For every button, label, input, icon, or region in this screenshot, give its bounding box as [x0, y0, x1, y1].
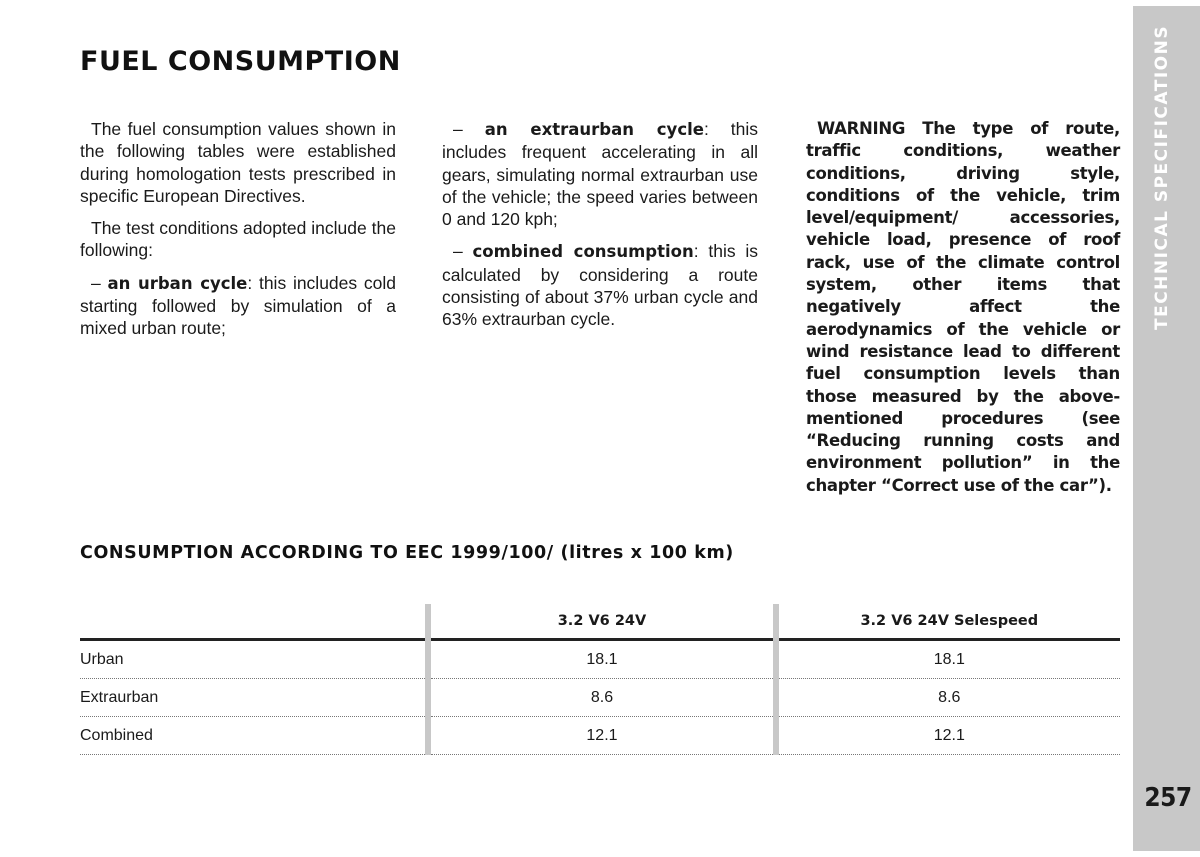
extraurban-cycle-term: an extraurban cycle — [484, 120, 704, 139]
table-cell: 8.6 — [779, 679, 1120, 717]
row-label: Urban — [80, 640, 425, 679]
table-cell: 12.1 — [431, 717, 772, 755]
extraurban-dash: – — [453, 119, 485, 139]
table-header-row — [80, 604, 1120, 640]
extraurban-cycle-text: : this includes frequent accelerating in all gears, simulating normal extraurban use of the vehicle; the speed varies between 0 and 120 kph; — [442, 119, 758, 230]
urban-dash: – — [91, 272, 108, 293]
table-row — [80, 717, 1120, 755]
warning-text: WARNING The type of route, traffic conditions, weather conditions, driving style, conditions of the vehicle, trim level/equipment/ accessories, vehicle load, presence of roof rack, use of the climate control system, other items that negatively affect the aerodynamics of the vehicle or wind resistance lead to different fuel consumption levels than those measured by the above-mentioned procedures (see “Reducing running costs and environment pollution” in the chapter “Correct use of the car”). — [806, 119, 1120, 495]
page-title: FUEL CONSUMPTION — [80, 46, 401, 77]
row-label: Extraurban — [80, 679, 425, 717]
table-cell: 8.6 — [431, 679, 772, 717]
header-model-2: 3.2 V6 24V Selespeed — [779, 604, 1120, 640]
warning-column — [806, 118, 1120, 507]
combined-dash: – — [453, 241, 473, 262]
urban-cycle-item — [80, 272, 396, 340]
urban-cycle-term: an urban cycle — [107, 273, 248, 293]
table-cell: 12.1 — [779, 717, 1120, 755]
table-row — [80, 640, 1120, 679]
intro-column — [80, 118, 396, 350]
combined-consumption-item — [442, 240, 758, 330]
header-model-1: 3.2 V6 24V — [431, 604, 772, 640]
combined-consumption-term: combined consumption — [472, 242, 694, 262]
extraurban-cycle-item — [442, 118, 758, 230]
table-heading: CONSUMPTION ACCORDING TO EEC 1999/100/ (litres x 100 km) — [80, 543, 734, 563]
row-label: Combined — [80, 717, 425, 755]
page-number: 257 — [1144, 783, 1192, 813]
combined-consumption-text: : this is calculated by considering a route consisting of about 37% urban cycle and 63% extraurban cycle. — [442, 241, 758, 330]
intro-paragraph: The fuel consumption values shown in the following tables were established during homologation tests prescribed in specific European Directives. — [80, 119, 396, 206]
test-conditions-paragraph: The test conditions adopted include the following: — [80, 218, 396, 261]
cycles-column — [442, 118, 758, 341]
table-cell: 18.1 — [431, 640, 772, 679]
table-row — [80, 679, 1120, 717]
table-cell: 18.1 — [779, 640, 1120, 679]
urban-cycle-text: : this includes cold starting followed by simulation of a mixed urban route; — [80, 272, 396, 339]
header-blank-cell — [80, 604, 425, 640]
consumption-table — [80, 604, 1120, 755]
section-label: TECHNICAL SPECIFICATIONS — [1152, 24, 1172, 330]
